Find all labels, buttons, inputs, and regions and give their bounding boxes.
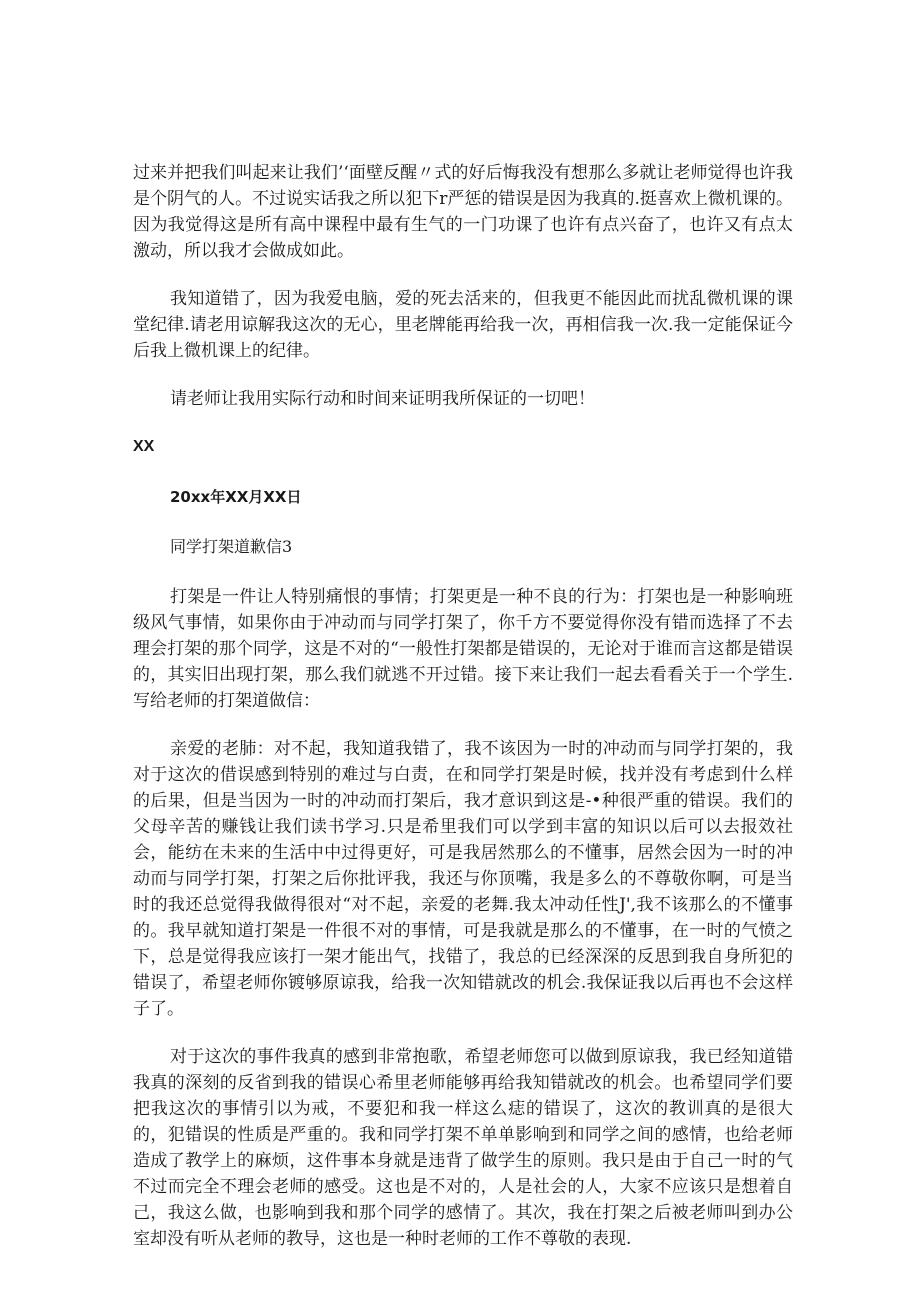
- paragraph-continuation: 过来并把我们叫起来让我们’‘面壁反醒〃式的好后悔我没有想那么多就让老师觉得也许我是个阴气的人。不过说实话我之所以犯下r严惩的错误是因为我真的.挺喜欢上微机课的。因为我觉得这是所有高中课程中最有生气的一门功课了也许有点兴奋了，也许又有点太激动，所以我才会做成如此。: [133, 163, 793, 261]
- date-line: 20xx年XX月XX日: [170, 488, 302, 506]
- paragraph-promise: 请老师让我用实际行动和时间来证明我所保证的一切吧！: [170, 389, 595, 409]
- document-body: [133, 160, 793, 1274]
- paragraph-letter: 亲爱的老肺：对不起，我知道我错了，我不该因为一时的冲动而与同学打架的，我对于这次的借误感到特别的难过与白责，在和同学打架是时候，找并没有考虑到什么样的后果，但是当因为一时的冲动而打架后，我才意识到这是-•种很严重的错误。我们的父母辛苦的赚钱让我们读书学习.只是希里我们可以学到丰富的知识以后可以去报效社会，能纺在未来的生活中中过得更好，可是我居然那么的不懂事，居然会因为一时的冲动而与同学打架，打架之后你批评我，我还与你顶嘴，我是多么的不尊敬你啊，可是当时的我还总觉得我做得很对“对不起，亲爱的老舞.我太冲动任性J',我不该那么的不懂事的。我早就知道打架是一件很不对的事情，可是我就是那么的不懂事，在一时的气愤之下，总是觉得我应该打一架才能出气，找错了，我总的已经深深的反思到我自身所犯的错误了，希望老师你镀够原谅我，给我一次知错就改的机会.我保证我以后再也不会这样子了。: [133, 739, 793, 1019]
- paragraph-reflection: 对于这次的事件我真的感到非常抱歌，希望老师您可以做到原谅我，我已经知道错我真的深刻的反省到我的错误心希里老师能够再给我知错就改的机会。也希望同学们要把我这次的事情引以为戒，不要犯和我一样这么痣的错误了，这次的教训真的是很大的，犯错误的性质是严重的。我和同学打架不单单影响到和同学之间的感情，也给老师造成了教学上的麻烦，这件事本身就是违背了做学生的原则。我只是由于自己一时的气不过而完全不理会老师的感受。这也是不对的，人是社会的人，大家不应该只是想着自己，我这么做，也影响到我和那个同学的感情了。其次，我在打架之后被老师叫到办公室却没有听从老师的教导，这也是一种时老师的工作不尊敬的表现.: [133, 1047, 793, 1249]
- paragraph-apology: 我知道错了，因为我爱电脑，爱的死去活来的，但我更不能因此而扰乱微机课的课堂纪律.请老用谅解我这次的无心，里老牌能再给我一次，再相信我一次.我一定能保证今后我上微机课上的纪律。: [133, 289, 793, 361]
- section-heading: 同学打架道歉信3: [170, 537, 293, 556]
- paragraph-intro: 打架是一件让人特别痛恨的事情；打架更是一种不良的行为：打架也是一种影响班级风气事情，如果你由于冲动而与同学打架了，你千方不要觉得你没有错而选择了不去理会打架的那个同学，这是不对的“一般性打架都是错误的，无论对于谁而言这都是错误的，其实旧出现打架，那么我们就逃不开过错。接下来让我们一起去看看关于一个学生.写给老师的打架道做信：: [133, 587, 793, 711]
- signature: XX: [133, 438, 155, 455]
